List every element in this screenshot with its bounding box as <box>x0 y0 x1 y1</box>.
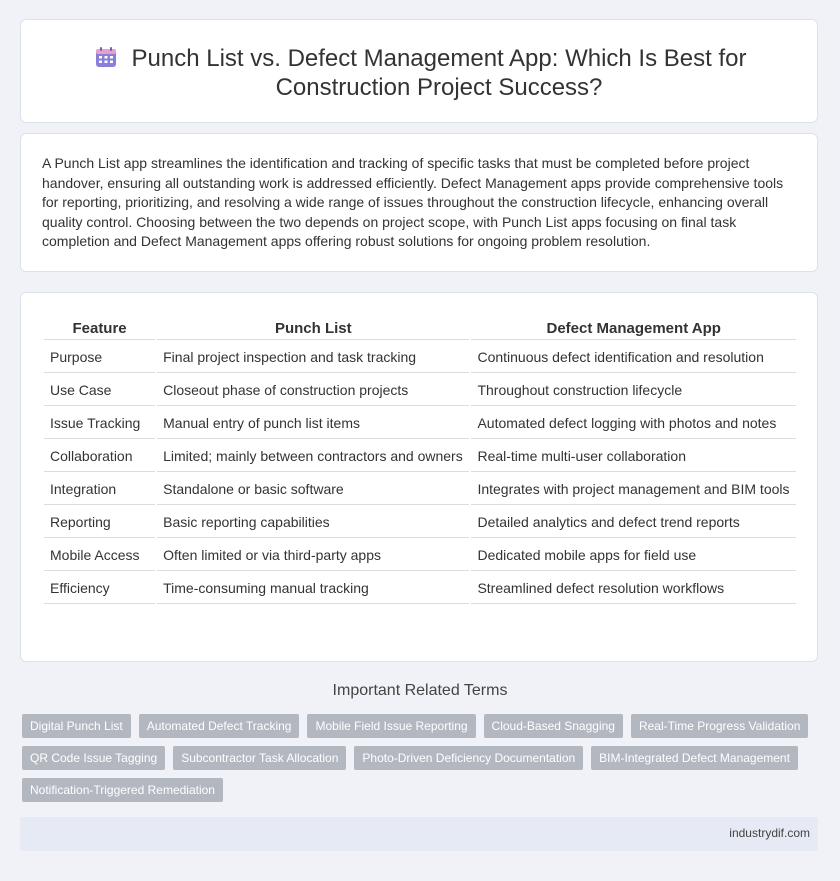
row-punch-list: Standalone or basic software <box>157 474 469 505</box>
row-feature: Purpose <box>44 342 155 373</box>
tag-notification-triggered-remediation[interactable]: Notification-Triggered Remediation <box>22 778 223 802</box>
row-punch-list: Closeout phase of construction projects <box>157 375 469 406</box>
intro-card <box>20 133 818 272</box>
row-defect-management: Continuous defect identification and resolution <box>471 342 796 373</box>
row-defect-management: Streamlined defect resolution workflows <box>471 573 796 604</box>
row-feature: Reporting <box>44 507 155 538</box>
row-feature: Use Case <box>44 375 155 406</box>
table-row <box>44 507 796 538</box>
tag-real-time-progress-validation[interactable]: Real-Time Progress Validation <box>631 714 808 738</box>
row-defect-management: Dedicated mobile apps for field use <box>471 540 796 571</box>
title-card <box>20 19 818 123</box>
footer <box>20 817 818 851</box>
row-feature: Efficiency <box>44 573 155 604</box>
tag-qr-code-issue-tagging[interactable]: QR Code Issue Tagging <box>22 746 165 770</box>
row-defect-management: Integrates with project management and BIM tools <box>471 474 796 505</box>
intro-paragraph: A Punch List app streamlines the identification and tracking of specific tasks that must be completed before project handover, ensuring all outstanding work is addressed efficiently. Defect Management apps provide comprehensive tools for reporting, prioritizing, and resolving a wide range of issues throughout the construction lifecycle, enhancing overall quality control. Choosing between the two depends on project scope, with Punch List apps focusing on final task completion and Defect Management apps offering robust solutions for ongoing problem resolution. <box>42 155 784 249</box>
row-feature: Issue Tracking <box>44 408 155 439</box>
header-defect-management: Defect Management App <box>471 316 796 340</box>
row-defect-management: Detailed analytics and defect trend reports <box>471 507 796 538</box>
tag-photo-driven-deficiency-documentation[interactable]: Photo-Driven Deficiency Documentation <box>354 746 583 770</box>
table-row <box>44 474 796 505</box>
tag-automated-defect-tracking[interactable]: Automated Defect Tracking <box>139 714 300 738</box>
row-punch-list: Limited; mainly between contractors and owners <box>157 441 469 472</box>
row-defect-management: Throughout construction lifecycle <box>471 375 796 406</box>
table-row <box>44 408 796 439</box>
header-punch-list: Punch List <box>157 316 469 340</box>
comparison-table <box>42 314 798 606</box>
table-row <box>44 342 796 373</box>
table-row <box>44 573 796 604</box>
row-punch-list: Often limited or via third-party apps <box>157 540 469 571</box>
table-row <box>44 540 796 571</box>
title-wrap <box>21 44 817 102</box>
row-defect-management: Real-time multi-user collaboration <box>471 441 796 472</box>
row-punch-list: Basic reporting capabilities <box>157 507 469 538</box>
row-punch-list: Time-consuming manual tracking <box>157 573 469 604</box>
table-header-row <box>44 316 796 340</box>
row-feature: Collaboration <box>44 441 155 472</box>
row-feature: Mobile Access <box>44 540 155 571</box>
row-defect-management: Automated defect logging with photos and notes <box>471 408 796 439</box>
header-feature: Feature <box>44 316 155 340</box>
related-terms-heading: Important Related Terms <box>332 682 508 699</box>
page-title: Punch List vs. Defect Management App: Which Is Best for Construction Project Success? <box>131 45 747 101</box>
tag-subcontractor-task-allocation[interactable]: Subcontractor Task Allocation <box>173 746 346 770</box>
tag-cloud-based-snagging[interactable]: Cloud-Based Snagging <box>484 714 623 738</box>
related-terms-tags <box>22 714 818 802</box>
table-row <box>44 375 796 406</box>
row-punch-list: Final project inspection and task tracking <box>157 342 469 373</box>
tag-mobile-field-issue-reporting[interactable]: Mobile Field Issue Reporting <box>307 714 475 738</box>
footer-site[interactable]: industrydif.com <box>729 826 810 840</box>
tag-digital-punch-list[interactable]: Digital Punch List <box>22 714 131 738</box>
comparison-card <box>20 292 818 662</box>
row-punch-list: Manual entry of punch list items <box>157 408 469 439</box>
tag-bim-integrated-defect-management[interactable]: BIM-Integrated Defect Management <box>591 746 798 770</box>
row-feature: Integration <box>44 474 155 505</box>
table-row <box>44 441 796 472</box>
